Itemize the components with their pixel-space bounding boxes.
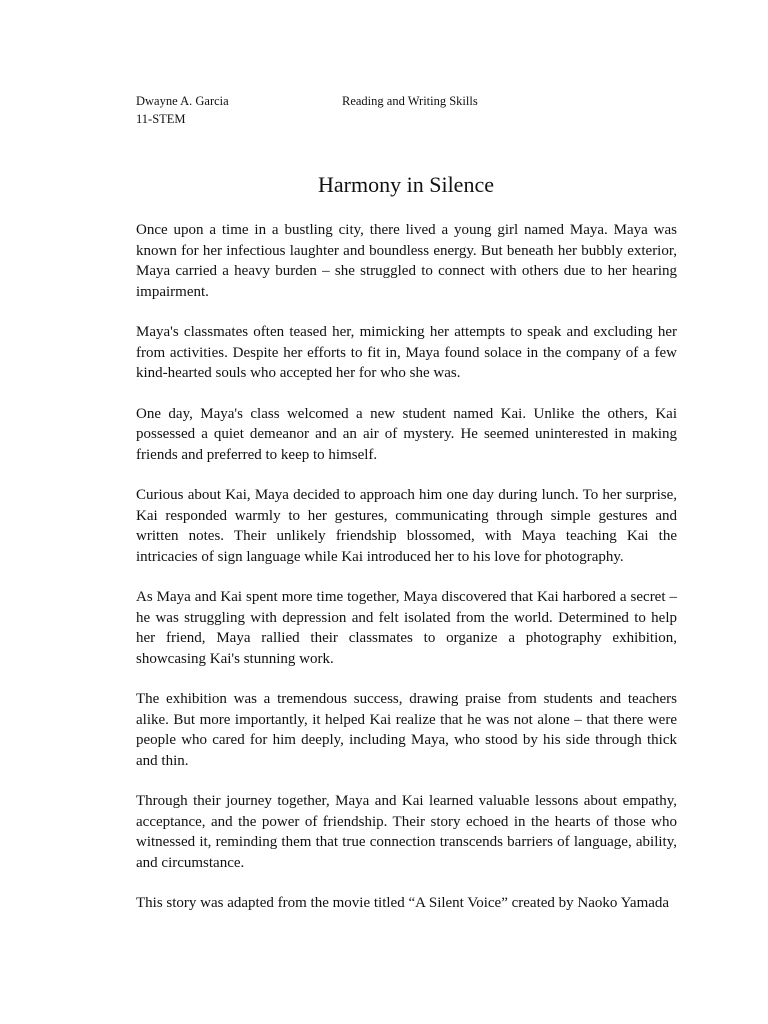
class-section: 11-STEM — [136, 112, 186, 126]
source-credit: This story was adapted from the movie titled “A Silent Voice” created by Naoko Yamada — [136, 895, 670, 911]
story-paragraph: As Maya and Kai spent more time together, Maya discovered that Kai harbored a secret – he was struggling with depression and felt isolated from the world. Determined to help her friend, Maya rallied their classmates to organize a photography exhibition, showcasing Kai's stunning work. — [136, 589, 677, 667]
story-paragraph: Through their journey together, Maya and Kai learned valuable lessons about empathy, acceptance, and the power of friendship. Their story echoed in the hearts of those who witnessed it, reminding them that true connection transcends barriers of language, ability, and circumstance. — [136, 793, 677, 871]
story-paragraph: One day, Maya's class welcomed a new student named Kai. Unlike the others, Kai possessed a quiet demeanor and an air of mystery. He seemed uninterested in making friends and preferred to keep to himself. — [136, 405, 677, 463]
story-title: Harmony in Silence — [318, 172, 494, 197]
story-paragraph: Once upon a time in a bustling city, there lived a young girl named Maya. Maya was known for her infectious laughter and boundless energy. But beneath her bubbly exterior, Maya carried a heavy burden – she struggled to connect with others due to her hearing impairment. — [136, 222, 677, 300]
subject-name: Reading and Writing Skills — [342, 94, 478, 108]
author-name: Dwayne A. Garcia — [136, 94, 229, 108]
story-paragraph: Maya's classmates often teased her, mimicking her attempts to speak and excluding her from activities. Despite her efforts to fit in, Maya found solace in the company of a few kind-hearted souls who accepted her for who she was. — [136, 324, 677, 381]
story-body — [136, 220, 677, 914]
document-header — [136, 92, 676, 128]
story-paragraph: Curious about Kai, Maya decided to approach him one day during lunch. To her surprise, Kai responded warmly to her gestures, communicating through simple gestures and written notes. Their unlikely friendship blossomed, with Maya teaching Kai the intricacies of sign language while Kai introduced her to his love for photography. — [136, 487, 677, 565]
header-row — [136, 92, 676, 110]
story-paragraph: The exhibition was a tremendous success, drawing praise from students and teachers alike. But more importantly, it helped Kai realize that he was not alone – that there were people who cared for him deeply, including Maya, who stood by his side through thick and thin. — [136, 691, 677, 769]
